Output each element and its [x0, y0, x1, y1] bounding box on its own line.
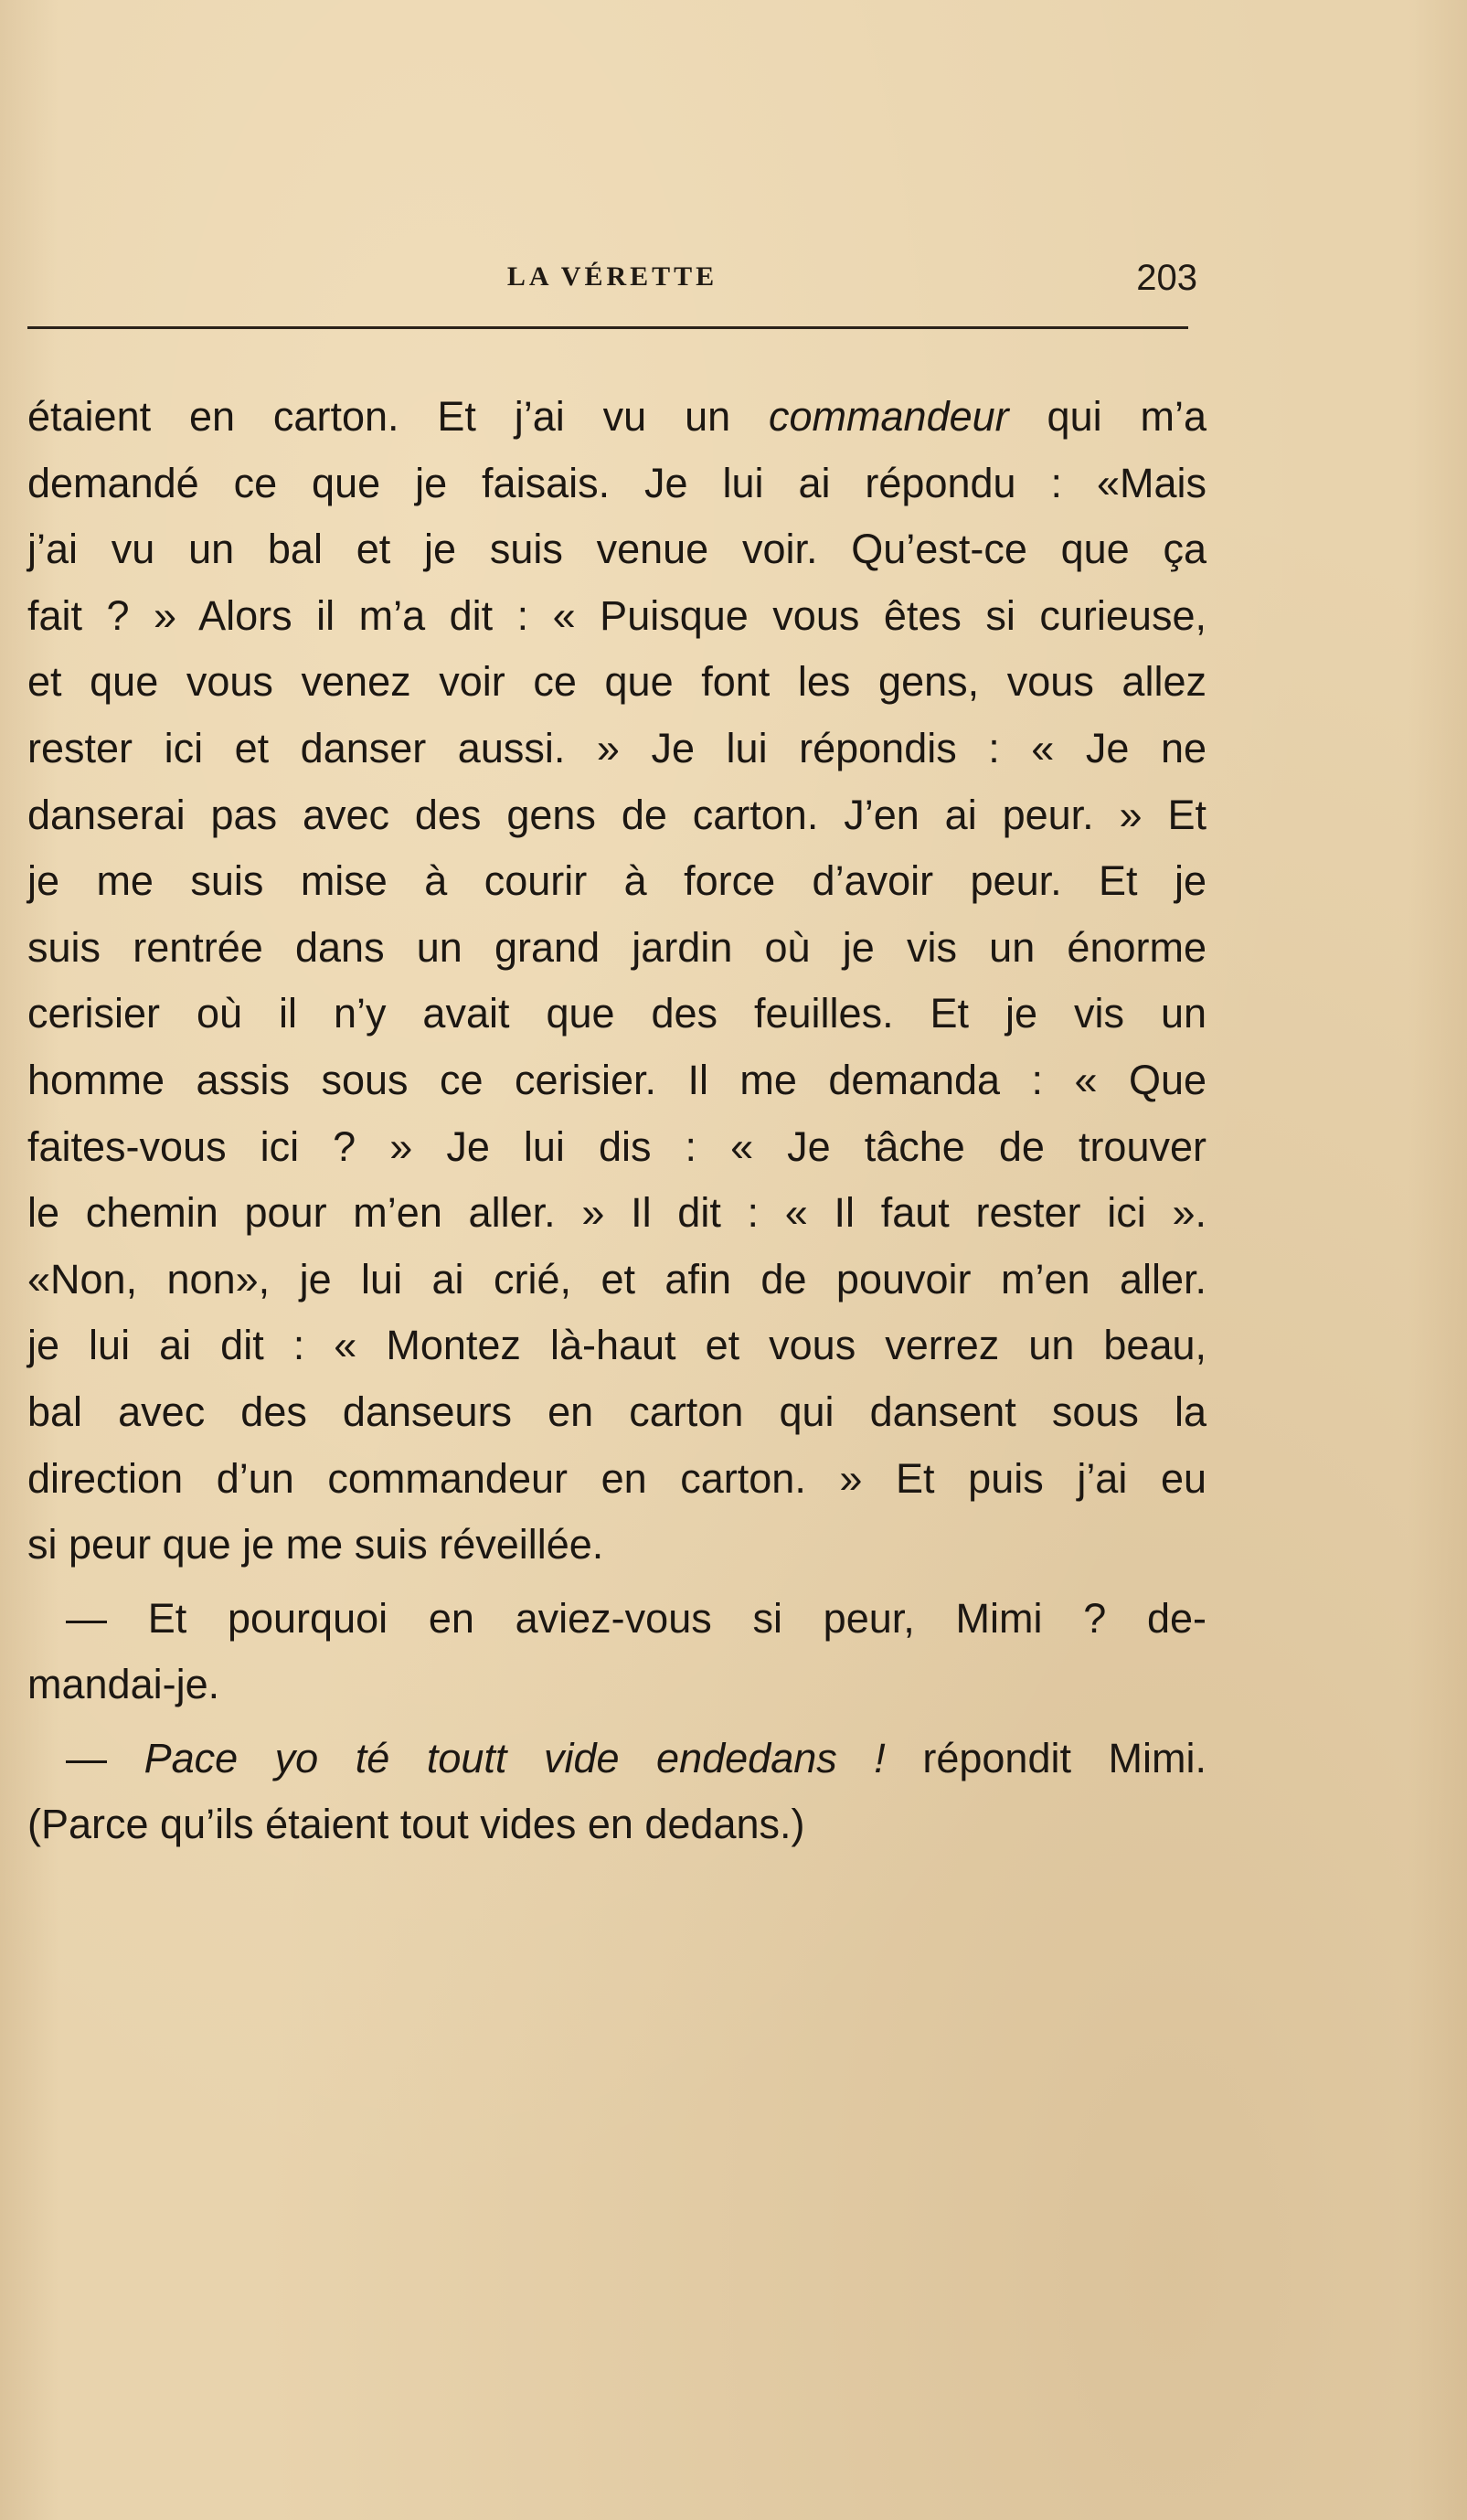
text-line [27, 384, 1207, 451]
text-line: (Parce qu’ils étaient tout vides en dedans.) [27, 1801, 805, 1848]
text-line: fait ? » Alors il m’a dit : « Puisque vous êtes si curieuse, [27, 591, 1207, 639]
text-line: — Et pourquoi en aviez-vous si peur, Mimi ? de- [66, 1594, 1207, 1642]
text-line: cerisier où il n’y avait que des feuilles. Et je vis un [27, 990, 1207, 1037]
text-line: danserai pas avec des gens de carton. J’en ai peur. » Et [27, 791, 1207, 838]
paragraph-2 [27, 1586, 1207, 1718]
text-line: rester ici et danser aussi. » Je lui répondis : « Je ne [27, 724, 1207, 771]
text-span: — [66, 1734, 144, 1781]
text-line: je lui ai dit : « Montez là-haut et vous verrez un beau, [27, 1322, 1207, 1369]
text-line: homme assis sous ce cerisier. Il me demanda : « Que [27, 1056, 1207, 1103]
paragraph-gap [27, 1579, 1207, 1586]
text-span: qui m’a [1008, 393, 1207, 440]
paragraph-3 [27, 1726, 1207, 1858]
running-head [27, 258, 1197, 303]
text-line: mandai-je. [27, 1661, 220, 1708]
italic-span: Pace yo té toutt vide endedans ! [144, 1734, 886, 1781]
text-line: le chemin pour m’en aller. » Il dit : « Il faut rester ici ». [27, 1189, 1207, 1237]
text-line: si peur que je me suis réveillée. [27, 1521, 604, 1568]
header-rule [27, 326, 1188, 329]
text-line: direction d’un commandeur en carton. » Et puis j’ai eu [27, 1454, 1207, 1502]
paragraph-1 [27, 384, 1207, 1579]
text-line: suis rentrée dans un grand jardin où je vis un énorme [27, 923, 1207, 971]
text-line: faites-vous ici ? » Je lui dis : « Je tâche de trouver [27, 1122, 1207, 1170]
text-line: j’ai vu un bal et je suis venue voir. Qu’est-ce que ça [27, 526, 1207, 573]
body-text [27, 384, 1207, 1858]
page-number: 203 [1136, 258, 1197, 298]
italic-span: commandeur [769, 393, 1009, 440]
text-span: étaient en carton. Et j’ai vu un [27, 393, 770, 440]
text-line: demandé ce que je faisais. Je lui ai répondu : «Mais [27, 459, 1207, 506]
text-span: répondit Mimi. [885, 1734, 1207, 1781]
text-line: «Non, non», je lui ai crié, et afin de pouvoir m’en aller. [27, 1255, 1207, 1303]
text-line [27, 1726, 1207, 1792]
text-line: et que vous venez voir ce que font les gens, vous allez [27, 658, 1207, 706]
text-line: je me suis mise à courir à force d’avoir peur. Et je [27, 857, 1207, 905]
running-title: LA VÉRETTE [506, 261, 718, 292]
paragraph-gap [27, 1718, 1207, 1726]
text-line: bal avec des danseurs en carton qui dansent sous la [27, 1388, 1207, 1435]
